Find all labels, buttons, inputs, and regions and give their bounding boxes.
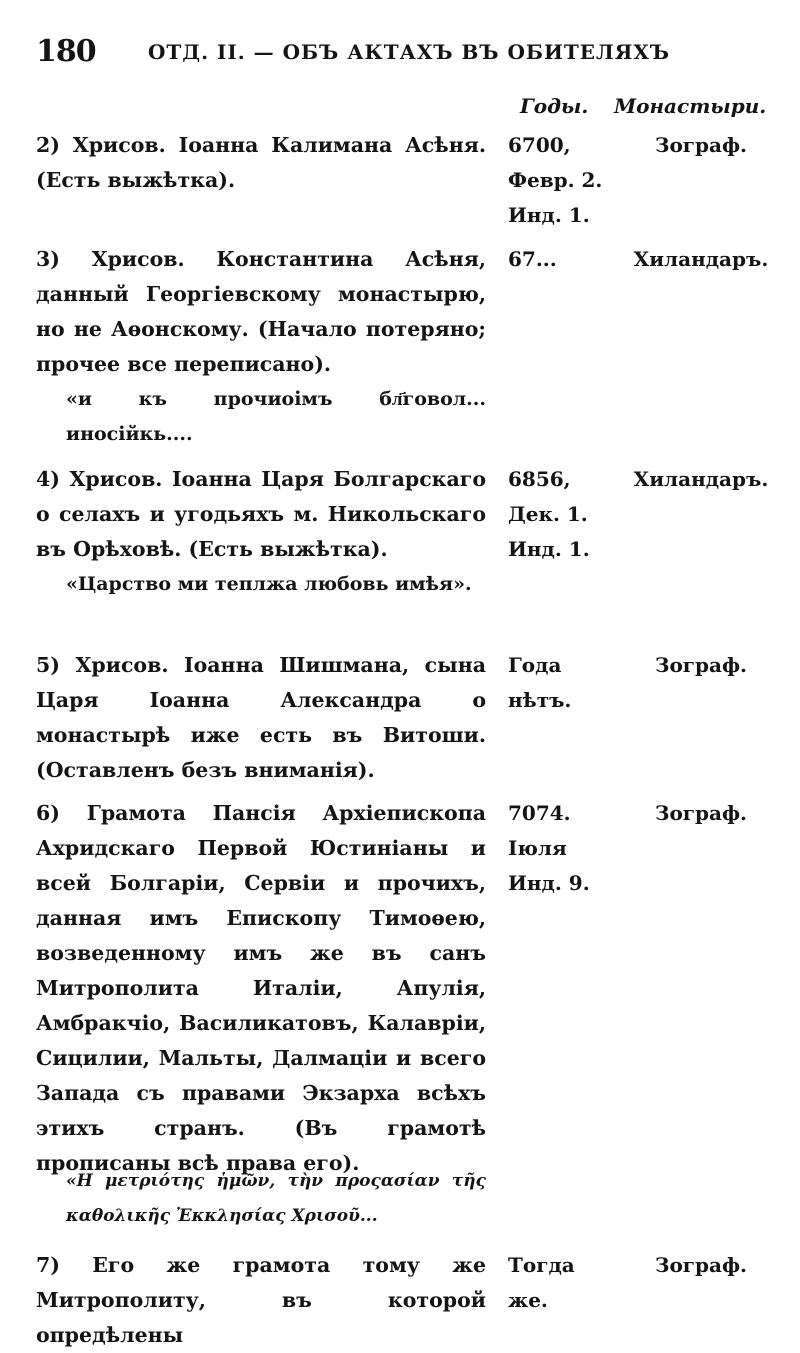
year-line: 6856, bbox=[508, 467, 571, 491]
year-line: 6700, bbox=[508, 133, 571, 157]
entry-monastery: Зограф. bbox=[655, 1253, 747, 1277]
column-header-years: Годы. bbox=[520, 94, 589, 118]
year-line: Инд. 9. bbox=[508, 871, 590, 895]
year-line: Года bbox=[508, 653, 562, 677]
entry-year bbox=[508, 648, 618, 718]
entry-text: 6) Грамота Пансія Архіепископа Ахридскаго Первой Юстиніаны и всей Болгаріи, Сервіи и прочихъ, данная имъ Епископу Тимоѳею, возведенному имъ же въ санъ Митрополита Италіи, Апулія, Амбракчіо, Василикатовъ, Калавріи, Сицилии, Мальты, Далмаціи и всего Запада съ правами Экзарха всѣхъ этихъ странъ. (Въ грамотѣ прописаны всѣ права его). bbox=[36, 801, 486, 1175]
year-line: 67... bbox=[508, 247, 557, 271]
entry-year bbox=[508, 1248, 618, 1318]
entry-monastery: Зограф. bbox=[655, 133, 747, 157]
entry-quote: «Η μετριότης ἡμῶν, τὴν προςασίαν τῆς καθολικῆς Ἐκκλησίας Χρισοῦ... bbox=[66, 1171, 486, 1226]
entry-quote: «и къ прочиоімъ бл҃говол... иносійкь.... bbox=[66, 388, 486, 445]
entry-text: 5) Хрисов. Іоанна Шишмана, сына Царя Іоанна Александра о монастырѣ иже есть въ Витоши. (Оставленъ безъ вниманія). bbox=[36, 653, 486, 782]
year-line: же. bbox=[508, 1288, 548, 1312]
year-line: Тогда bbox=[508, 1253, 575, 1277]
entry-monastery: Хиландаръ. bbox=[633, 247, 769, 271]
entry-year bbox=[508, 128, 618, 233]
entry-quote: «Царство ми теплжа любовь имѣя». bbox=[66, 573, 472, 595]
running-title: ОТД. II. — ОБЪ АКТАХЪ ВЪ ОБИТЕЛЯХЪ bbox=[148, 40, 670, 64]
column-header-monasteries: Монастыри. bbox=[614, 94, 767, 118]
entry-text: 4) Хрисов. Іоанна Царя Болгарскаго о селахъ и угодьяхъ м. Никольскаго въ Орѣховѣ. (Есть выжѣтка). bbox=[36, 467, 486, 561]
year-line: 7074. bbox=[508, 801, 571, 825]
page-number: 180 bbox=[36, 34, 96, 69]
year-line: Инд. 1. bbox=[508, 203, 590, 227]
entry-year bbox=[508, 462, 618, 567]
entry-monastery: Зограф. bbox=[655, 653, 747, 677]
entry-text: 7) Его же грамота тому же Митрополиту, въ которой опредѣлены bbox=[36, 1253, 486, 1347]
page-header bbox=[36, 34, 776, 74]
entry-text: 2) Хрисов. Іоанна Калимана Асѣня. (Есть выжѣтка). bbox=[36, 133, 486, 192]
entry-text: 3) Хрисов. Константина Асѣня, данный Георгіевскому монастырю, но не Аѳонскому. (Начало потеряно; прочее все переписано). bbox=[36, 247, 486, 376]
entry-year bbox=[508, 242, 618, 277]
year-line: Февр. 2. bbox=[508, 168, 603, 192]
year-line: Дек. 1. bbox=[508, 502, 588, 526]
entry-monastery: Зограф. bbox=[655, 801, 747, 825]
year-line: Іюля bbox=[508, 836, 567, 860]
entry-monastery: Хиландаръ. bbox=[633, 467, 769, 491]
year-line: Инд. 1. bbox=[508, 537, 590, 561]
entry-year bbox=[508, 796, 618, 901]
year-line: нѣтъ. bbox=[508, 688, 572, 712]
